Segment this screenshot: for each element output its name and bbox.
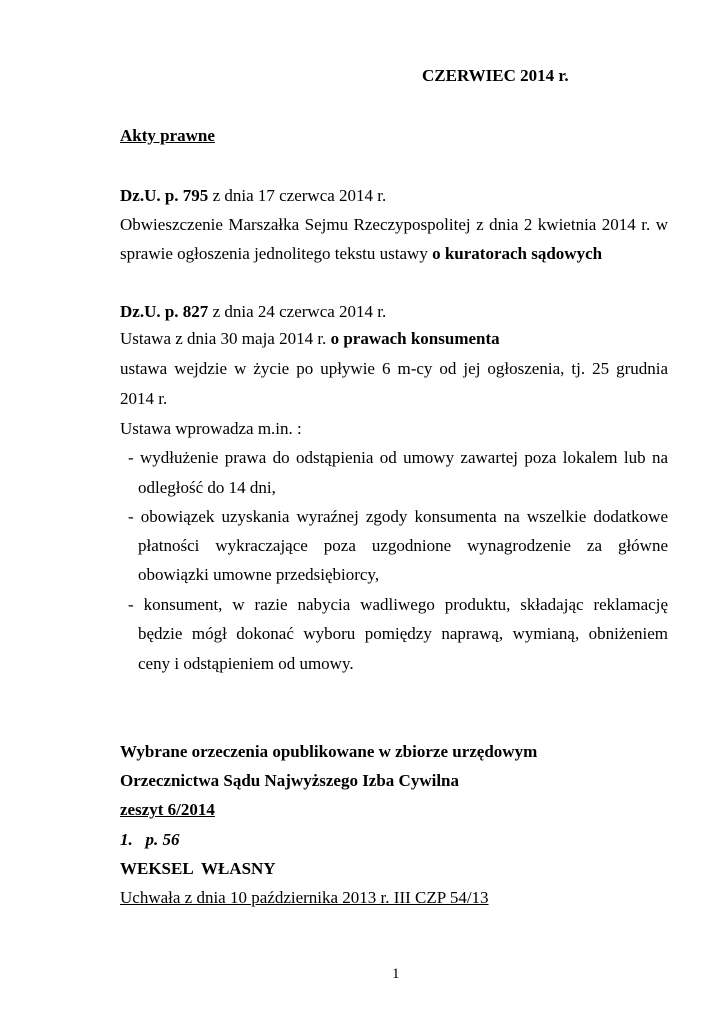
bullet2-line3: obowiązki umowne przedsiębiorcy, <box>138 565 380 584</box>
act2-date: z dnia 24 czerwca 2014 r. <box>208 302 387 321</box>
act2-header <box>120 302 386 322</box>
bullet2-line1: - obowiązek uzyskania wyraźnej zgody konsumenta na wszelkie dodatkowe <box>128 507 668 526</box>
act1-date: z dnia 17 czerwca 2014 r. <box>208 186 387 205</box>
act1-ref: Dz.U. p. 795 <box>120 186 209 205</box>
act2-ref: Dz.U. p. 827 <box>120 302 209 321</box>
ruling-item-number: 1. p. 56 <box>120 830 180 849</box>
act2-effective-line2: 2014 r. <box>120 389 168 408</box>
act2-subject: o prawach konsumenta <box>330 329 500 348</box>
bullet3-line3: ceny i odstąpieniem od umowy. <box>138 654 354 673</box>
acts-heading: Akty prawne <box>120 126 215 145</box>
act2-title-text: Ustawa z dnia 30 maja 2014 r. <box>120 329 331 348</box>
rulings-issue: zeszyt 6/2014 <box>120 800 215 819</box>
act1-line1: Obwieszczenie Marszałka Sejmu Rzeczypospolitej z dnia 2 kwietnia 2014 r. w <box>120 215 668 234</box>
act2-intro: Ustawa wprowadza m.in. : <box>120 419 302 438</box>
page-number: 1 <box>392 966 400 982</box>
act1-subject: o kuratorach sądowych <box>432 244 603 263</box>
bullet2-line2: płatności wykraczające poza uzgodnione wynagrodzenie za główne <box>138 536 668 555</box>
ruling-item-resolution: Uchwała z dnia 10 października 2013 r. III CZP 54/13 <box>120 888 489 907</box>
rulings-heading-2: Orzecznictwa Sądu Najwyższego Izba Cywilna <box>120 771 460 790</box>
bullet3-line1: - konsument, w razie nabycia wadliwego produktu, składając reklamację <box>128 595 668 614</box>
act1-header <box>120 186 386 206</box>
bullet1-line1: - wydłużenie prawa do odstąpienia od umowy zawartej poza lokalem lub na <box>128 448 668 467</box>
act1-line2-text: sprawie ogłoszenia jednolitego tekstu ustawy <box>120 244 433 263</box>
act2-effective-line1: ustawa wejdzie w życie po upływie 6 m-cy od jej ogłoszenia, tj. 25 grudnia <box>120 359 668 378</box>
bullet1-line2: odległość do 14 dni, <box>138 478 276 497</box>
ruling-item-title: WEKSEL WŁASNY <box>120 859 276 878</box>
rulings-heading-1: Wybrane orzeczenia opublikowane w zbiorze urzędowym <box>120 742 538 761</box>
act2-title <box>120 329 500 349</box>
bullet3-line2: będzie mógł dokonać wyboru pomiędzy naprawą, wymianą, obniżeniem <box>138 624 668 643</box>
month-title: CZERWIEC 2014 r. <box>422 66 569 85</box>
act1-line2 <box>120 244 602 264</box>
